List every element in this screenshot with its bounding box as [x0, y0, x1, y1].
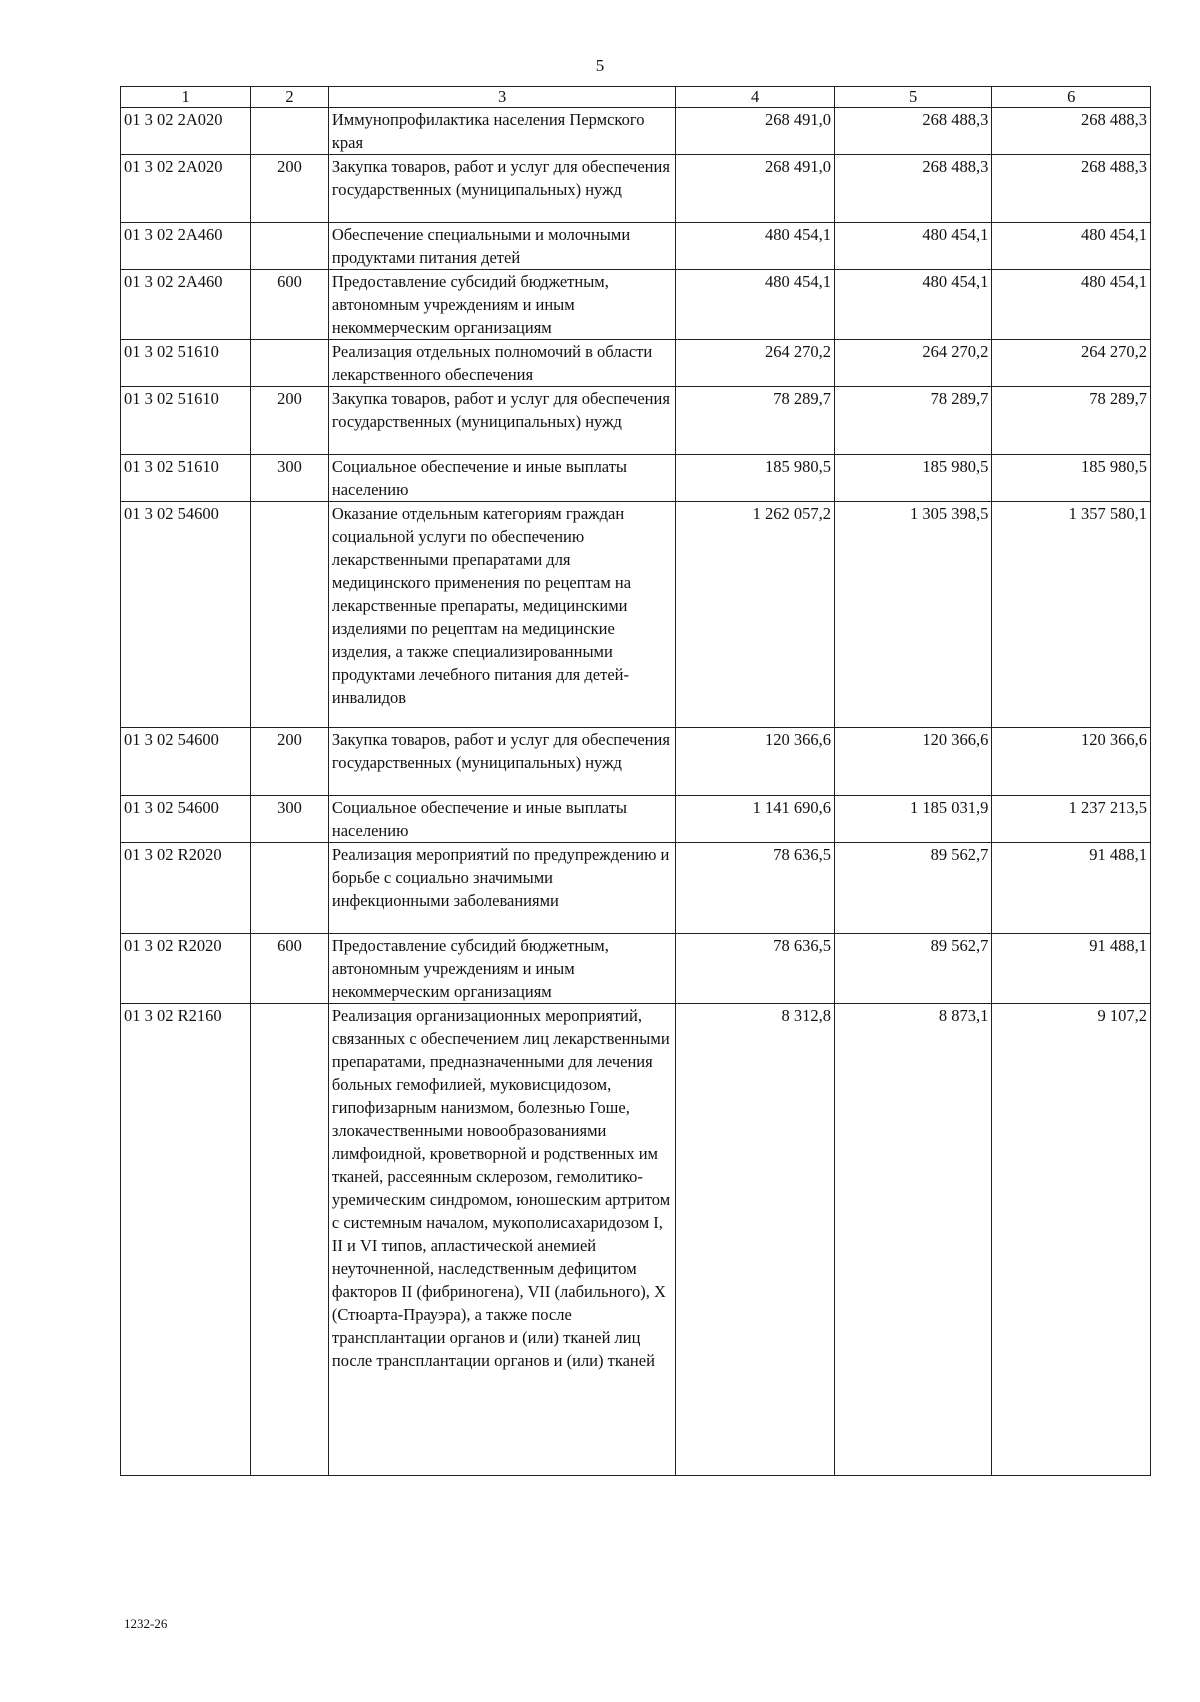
- description-cell: Обеспечение специальными и молочными продуктами питания детей: [328, 223, 676, 270]
- description-cell: Закупка товаров, работ и услуг для обеспечения государственных (муниципальных) нужд: [328, 155, 676, 223]
- page-number: 5: [595, 56, 605, 75]
- expense-type-cell: 600: [251, 934, 329, 1004]
- table-body: [121, 108, 1151, 1476]
- table-row: [121, 340, 1151, 387]
- budget-code-cell: 01 3 02 54600: [121, 796, 251, 843]
- amount-col6-cell: 264 270,2: [992, 340, 1151, 387]
- amount-col6-cell: 1 237 213,5: [992, 796, 1151, 843]
- amount-col4-cell: 268 491,0: [676, 155, 835, 223]
- amount-col4-cell: 78 289,7: [676, 387, 835, 455]
- budget-code-cell: 01 3 02 R2020: [121, 843, 251, 934]
- expense-type-cell: 200: [251, 387, 329, 455]
- table-row: [121, 843, 1151, 934]
- budget-code-cell: 01 3 02 51610: [121, 455, 251, 502]
- budget-code-cell: 01 3 02 R2160: [121, 1004, 251, 1476]
- amount-col4-cell: 1 141 690,6: [676, 796, 835, 843]
- amount-col5-cell: 264 270,2: [834, 340, 991, 387]
- header-row: [121, 87, 1151, 108]
- expense-type-cell: [251, 340, 329, 387]
- amount-col6-cell: 120 366,6: [992, 728, 1151, 796]
- budget-code-cell: 01 3 02 2A460: [121, 223, 251, 270]
- column-header-1: 1: [121, 87, 251, 108]
- column-header-5: 5: [834, 87, 991, 108]
- table-row: [121, 1004, 1151, 1476]
- amount-col4-cell: 78 636,5: [676, 934, 835, 1004]
- expense-type-cell: [251, 502, 329, 728]
- column-header-3: 3: [328, 87, 676, 108]
- expense-type-cell: [251, 1004, 329, 1476]
- expense-type-cell: [251, 843, 329, 934]
- amount-col5-cell: 89 562,7: [834, 934, 991, 1004]
- budget-code-cell: 01 3 02 R2020: [121, 934, 251, 1004]
- amount-col6-cell: 78 289,7: [992, 387, 1151, 455]
- amount-col4-cell: 480 454,1: [676, 223, 835, 270]
- amount-col6-cell: 91 488,1: [992, 843, 1151, 934]
- budget-code-cell: 01 3 02 2A020: [121, 108, 251, 155]
- amount-col6-cell: 480 454,1: [992, 270, 1151, 340]
- amount-col4-cell: 1 262 057,2: [676, 502, 835, 728]
- table-row: [121, 934, 1151, 1004]
- document-code: 1232-26: [124, 1616, 168, 1631]
- budget-code-cell: 01 3 02 51610: [121, 387, 251, 455]
- amount-col5-cell: 268 488,3: [834, 108, 991, 155]
- description-cell: Предоставление субсидий бюджетным, автономным учреждениям и иным некоммерческим организациям: [328, 934, 676, 1004]
- description-cell: Оказание отдельным категориям граждан социальной услуги по обеспечению лекарственными препаратами для медицинского применения по рецептам на лекарственные препараты, медицинскими изделиями по рецептам на медицинские изделия, а также специализированными продуктами лечебного питания для детей-инвалидов: [328, 502, 676, 728]
- description-cell: Реализация мероприятий по предупреждению и борьбе с социально значимыми инфекционными заболеваниями: [328, 843, 676, 934]
- expense-type-cell: 200: [251, 728, 329, 796]
- budget-code-cell: 01 3 02 54600: [121, 728, 251, 796]
- amount-col4-cell: 8 312,8: [676, 1004, 835, 1476]
- table-row: [121, 728, 1151, 796]
- expense-type-cell: [251, 223, 329, 270]
- amount-col5-cell: 480 454,1: [834, 223, 991, 270]
- description-cell: Предоставление субсидий бюджетным, автономным учреждениям и иным некоммерческим организациям: [328, 270, 676, 340]
- description-cell: Закупка товаров, работ и услуг для обеспечения государственных (муниципальных) нужд: [328, 728, 676, 796]
- description-cell: Реализация организационных мероприятий, связанных с обеспечением лиц лекарственными препаратами, предназначенными для лечения больных гемофилией, муковисцидозом, гипофизарным нанизмом, болезнью Гоше, злокачественными новообразованиями лимфоидной, кроветворной и родственных им тканей, рассеянным склерозом, гемолитико-уремическим синдромом, юношеским артритом с системным началом, мукополисахаридозом I, II и VI типов, апластической анемией неуточненной, наследственным дефицитом факторов II (фибриногена), VII (лабильного), X (Стюарта-Прауэра), а также после трансплантации органов и (или) тканей лиц после трансплантации органов и (или) тканей: [328, 1004, 676, 1476]
- amount-col4-cell: 120 366,6: [676, 728, 835, 796]
- budget-code-cell: 01 3 02 2A460: [121, 270, 251, 340]
- amount-col4-cell: 264 270,2: [676, 340, 835, 387]
- description-cell: Социальное обеспечение и иные выплаты населению: [328, 455, 676, 502]
- amount-col5-cell: 1 305 398,5: [834, 502, 991, 728]
- table-row: [121, 270, 1151, 340]
- expense-type-cell: 200: [251, 155, 329, 223]
- table-row: [121, 155, 1151, 223]
- amount-col5-cell: 480 454,1: [834, 270, 991, 340]
- table-row: [121, 108, 1151, 155]
- budget-code-cell: 01 3 02 54600: [121, 502, 251, 728]
- description-cell: Иммунопрофилактика населения Пермского края: [328, 108, 676, 155]
- table-row: [121, 387, 1151, 455]
- expense-type-cell: 300: [251, 796, 329, 843]
- amount-col4-cell: 185 980,5: [676, 455, 835, 502]
- amount-col6-cell: 480 454,1: [992, 223, 1151, 270]
- expense-type-cell: 600: [251, 270, 329, 340]
- amount-col5-cell: 89 562,7: [834, 843, 991, 934]
- amount-col4-cell: 480 454,1: [676, 270, 835, 340]
- table-row: [121, 223, 1151, 270]
- amount-col5-cell: 120 366,6: [834, 728, 991, 796]
- description-cell: Социальное обеспечение и иные выплаты населению: [328, 796, 676, 843]
- amount-col6-cell: 268 488,3: [992, 108, 1151, 155]
- expense-type-cell: [251, 108, 329, 155]
- amount-col6-cell: 1 357 580,1: [992, 502, 1151, 728]
- amount-col5-cell: 78 289,7: [834, 387, 991, 455]
- amount-col6-cell: 268 488,3: [992, 155, 1151, 223]
- column-header-4: 4: [676, 87, 835, 108]
- budget-table: [120, 86, 1151, 1476]
- table-row: [121, 455, 1151, 502]
- budget-code-cell: 01 3 02 51610: [121, 340, 251, 387]
- amount-col5-cell: 268 488,3: [834, 155, 991, 223]
- description-cell: Реализация отдельных полномочий в области лекарственного обеспечения: [328, 340, 676, 387]
- amount-col4-cell: 78 636,5: [676, 843, 835, 934]
- description-cell: Закупка товаров, работ и услуг для обеспечения государственных (муниципальных) нужд: [328, 387, 676, 455]
- amount-col6-cell: 91 488,1: [992, 934, 1151, 1004]
- amount-col6-cell: 185 980,5: [992, 455, 1151, 502]
- column-header-2: 2: [251, 87, 329, 108]
- amount-col5-cell: 1 185 031,9: [834, 796, 991, 843]
- amount-col4-cell: 268 491,0: [676, 108, 835, 155]
- amount-col6-cell: 9 107,2: [992, 1004, 1151, 1476]
- budget-code-cell: 01 3 02 2A020: [121, 155, 251, 223]
- table-row: [121, 796, 1151, 843]
- amount-col5-cell: 8 873,1: [834, 1004, 991, 1476]
- column-header-6: 6: [992, 87, 1151, 108]
- amount-col5-cell: 185 980,5: [834, 455, 991, 502]
- table-row: [121, 502, 1151, 728]
- expense-type-cell: 300: [251, 455, 329, 502]
